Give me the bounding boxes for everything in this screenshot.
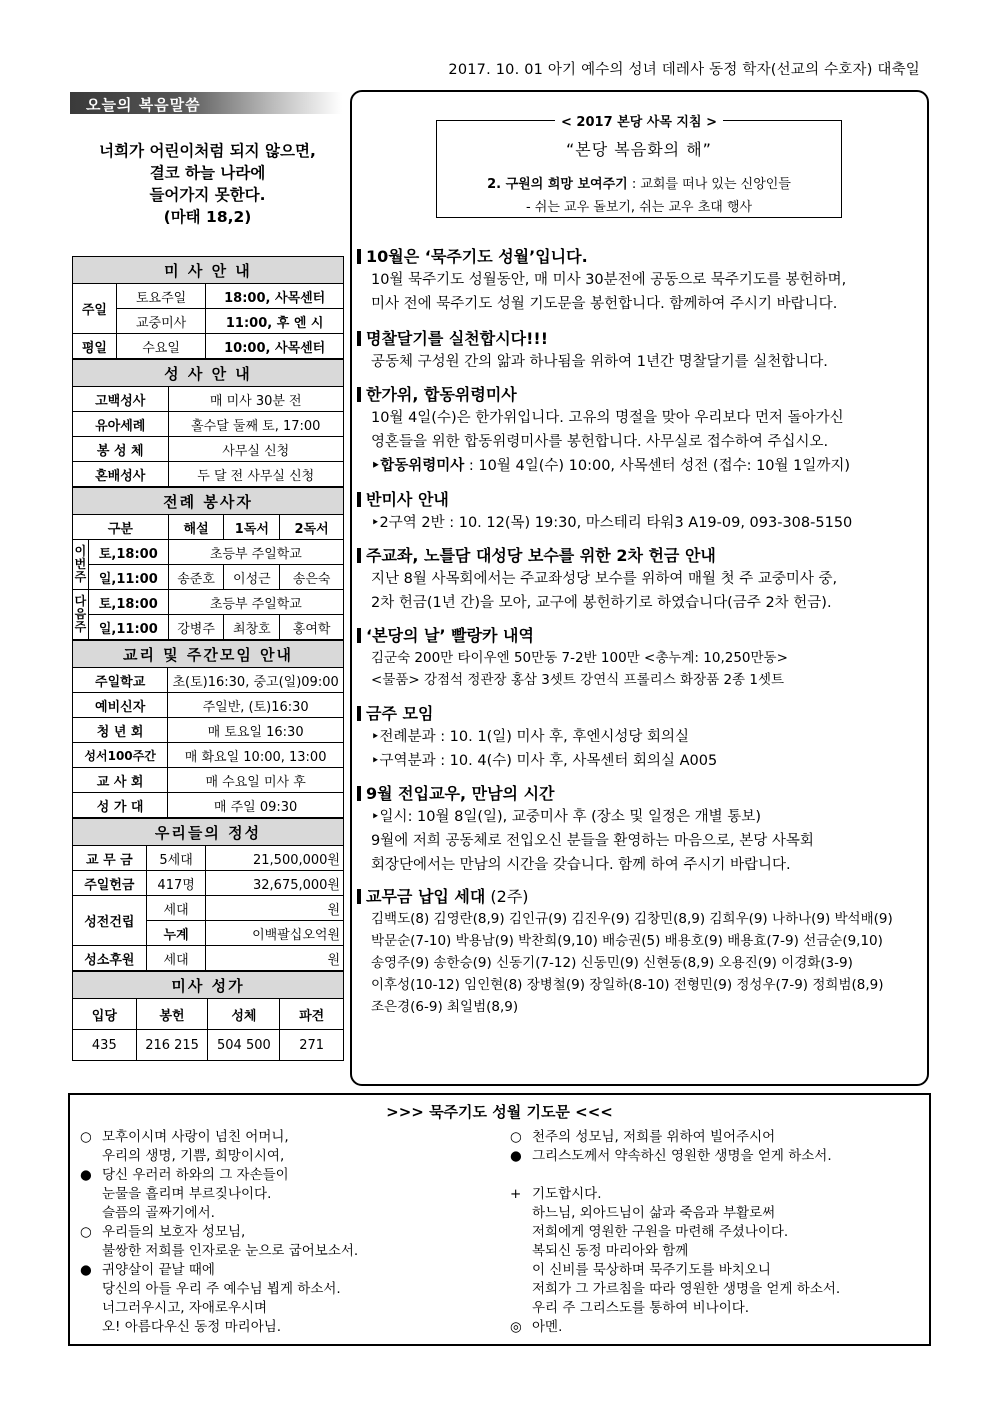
liturgy-header: 구분 [73, 515, 169, 540]
prayer-line [510, 1204, 925, 1223]
prayer-line [510, 1242, 925, 1261]
offering-count: 세대 [146, 896, 206, 921]
prayer-text: 하느님, 외아드님이 삶과 죽음과 부활로써 [532, 1205, 776, 1221]
prayer-line [80, 1147, 500, 1166]
prayer-line [80, 1128, 500, 1147]
prayer-line [80, 1280, 500, 1299]
news-title: 반미사 안내 [357, 489, 929, 511]
news-line: ‣일시: 10월 8일(일), 교중미사 후 (장소 및 일정은 개별 통보) [371, 809, 761, 825]
offering-count: 5세대 [146, 846, 206, 871]
prayer-text: 우리들의 보호자 성모님, [102, 1224, 246, 1240]
news-title: 한가위, 합동위령미사 [357, 384, 929, 406]
news-item [357, 545, 929, 615]
meeting-time: 매 주일 09:30 [168, 793, 344, 818]
pastoral-theme: “본당 복음화의 해” [566, 140, 712, 159]
mass-time: 11:00, 후 엔 시 [206, 309, 344, 334]
prayer-line [80, 1318, 500, 1337]
news-line: 공동체 구성원 간의 앎과 하나됨을 위하여 1년간 명찰달기를 실천합니다. [371, 354, 828, 370]
meeting-time: 주일반, (토)16:30 [168, 693, 344, 718]
sacrament-name: 고백성사 [73, 387, 169, 412]
news-item [357, 489, 929, 535]
meeting-name: 성 가 대 [73, 793, 168, 818]
hymn-header: 파견 [280, 999, 344, 1030]
liturgy-time: 토,18:00 [88, 540, 168, 565]
news-line: 10월 묵주기도 성월동안, 매 미사 30분전에 공동으로 묵주기도를 봉헌하며, [371, 272, 847, 288]
sacrament-name: 봉 성 체 [73, 437, 169, 462]
prayer-line [80, 1299, 500, 1318]
liturgy-commentator: 송준호 [168, 565, 224, 590]
prayer-mark: + [510, 1186, 522, 1202]
liturgy-header: 2독서 [280, 515, 344, 540]
left-column-tables [72, 256, 344, 1061]
meeting-name: 성서100주간 [73, 743, 168, 768]
meeting-name: 청 년 회 [73, 718, 168, 743]
sacrament-value: 두 달 전 사무실 신청 [168, 462, 344, 487]
prayer-mark: ● [80, 1262, 92, 1278]
prayer-text: 우리 주 그리스도를 통하여 비나이다. [532, 1300, 750, 1316]
sacrament-value: 사무실 신청 [168, 437, 344, 462]
prayer-line [510, 1299, 925, 1318]
liturgy-time: 토,18:00 [88, 590, 168, 615]
prayer-text: 오! 아름다우신 동정 마리아님. [102, 1319, 282, 1335]
mass-guide-table [72, 256, 344, 359]
news-title: ‘본당의 날’ 빨랑카 내역 [357, 625, 929, 647]
prayer-text: 저희에게 영원한 구원을 마련해 주셨나이다. [532, 1224, 789, 1240]
meeting-time: 매 화요일 10:00, 13:00 [168, 743, 344, 768]
sacrament-value: 홀수달 둘째 토, 17:00 [168, 412, 344, 437]
liturgy-time: 일,11:00 [88, 615, 168, 640]
offering-name: 주일헌금 [73, 871, 147, 896]
liturgy-reader-2: 홍여학 [280, 615, 344, 640]
hymn-number: 504 500 [208, 1030, 280, 1061]
news-line: <물품> 강점석 정관장 홍삼 3셋트 강연식 프롤리스 화장품 2종 1셋트 [371, 672, 785, 688]
news-line: ‣구역분과 : 10. 4(수) 미사 후, 사목센터 회의실 A005 [371, 753, 718, 769]
prayer-text: 너그러우시고, 자애로우시며 [102, 1300, 268, 1316]
news-item [357, 384, 929, 478]
news-line: ‣전례분과 : 10. 1(일) 미사 후, 후엔시성당 회의실 [371, 729, 690, 745]
liturgy-header: 1독서 [224, 515, 280, 540]
prayer-mark: ○ [80, 1224, 92, 1240]
news-item [357, 886, 929, 1018]
building-fund-label: 성전건립 [73, 896, 147, 946]
sacrament-name: 혼배성사 [73, 462, 169, 487]
news-line: 송영주(9) 송한승(9) 신동기(7-12) 신동민(9) 신현동(8,9) 오용진(9) 이경화(3-9) [371, 955, 853, 971]
sunday-label: 주일 [73, 284, 117, 334]
prayer-text: 슬픔의 골짜기에서. [102, 1205, 215, 1221]
prayer-line [80, 1261, 500, 1280]
news-title: 주교좌, 노틀담 대성당 보수를 위한 2차 헌금 안내 [357, 545, 929, 567]
prayer-line [80, 1223, 500, 1242]
news-sub-rest: : 10월 4일(수) 10:00, 사목센터 성전 (접수: 10월 1일까지) [464, 458, 851, 474]
this-week-label: 이번주 [73, 540, 89, 590]
pastoral-line-2: - 쉬는 교우 돌보기, 쉬는 교우 초대 행사 [525, 200, 753, 215]
news-sub-bold: ‣합동위령미사 [371, 458, 465, 474]
meeting-time: 매 토요일 16:30 [168, 718, 344, 743]
liturgy-all: 초등부 주일학교 [168, 540, 343, 565]
offering-amount: 21,500,000원 [206, 846, 344, 871]
prayer-line [510, 1185, 925, 1204]
news-title-suffix: (2주) [485, 887, 529, 906]
hymn-header: 입당 [73, 999, 137, 1030]
prayer-mark: ◎ [510, 1319, 522, 1335]
offering-amount: 원 [206, 896, 344, 921]
pastoral-guideline-box [436, 115, 842, 218]
news-line: 조은경(6-9) 최일범(8,9) [371, 999, 519, 1015]
prayer-line [510, 1223, 925, 1242]
prayer-text: 이 신비를 묵상하며 묵주기도를 바치오니 [532, 1262, 771, 1278]
prayer-text: 저희가 그 가르침을 따라 영원한 생명을 얻게 하소서. [532, 1281, 841, 1297]
offering-amount: 32,675,000원 [206, 871, 344, 896]
prayer-line [80, 1185, 500, 1204]
next-week-label: 다음주 [73, 590, 89, 640]
offering-count: 세대 [146, 946, 206, 971]
gospel-section-header [70, 92, 342, 114]
catechism-title: 교리 및 주간모임 안내 [73, 641, 344, 668]
sacrament-value: 매 미사 30분 전 [168, 387, 344, 412]
prayer-text: 복되신 동정 마리아와 함께 [532, 1243, 689, 1259]
prayer-text: 그리스도께서 약속하신 영원한 생명을 얻게 하소서. [532, 1148, 832, 1164]
mass-time: 10:00, 사목센터 [206, 334, 344, 359]
hymn-number: 216 215 [136, 1030, 208, 1061]
offering-name: 성소후원 [73, 946, 147, 971]
news-title: 명찰달기를 실천합시다!!! [357, 328, 929, 350]
prayer-text: 당신의 아들 우리 주 예수님 뵙게 하소서. [102, 1281, 341, 1297]
news-title: 10월은 ‘묵주기도 성월’입니다. [357, 246, 929, 268]
news-line: 회장단에서는 만남의 시간을 갖습니다. 함께 하여 주시기 바랍니다. [371, 857, 791, 873]
hymns-table [72, 971, 344, 1061]
news-item [357, 328, 929, 374]
prayer-text: 당신 우러러 하와의 그 자손들이 [102, 1167, 289, 1183]
news-line: 박문순(7-10) 박용남(9) 박찬희(9,10) 배승권(5) 배용호(9) 배용효(7-9) 선금순(9,10) [371, 933, 883, 949]
prayer-line [510, 1280, 925, 1299]
hymn-number: 435 [73, 1030, 137, 1061]
prayer-mark: ○ [510, 1129, 522, 1145]
prayer-text: 불쌍한 저희를 인자로운 눈으로 굽어보소서. [102, 1243, 359, 1259]
mass-name: 수요일 [116, 334, 206, 359]
news-line: 영혼들을 위한 합동위령미사를 봉헌합니다. 사무실로 접수하여 주십시오. [371, 434, 829, 450]
mass-time: 18:00, 사목센터 [206, 284, 344, 309]
offerings-table [72, 818, 344, 971]
hymns-title: 미사 성가 [73, 972, 344, 999]
news-item [357, 625, 929, 691]
news-item [357, 783, 929, 877]
sacrament-name: 유아세례 [73, 412, 169, 437]
meeting-time: 매 수요일 미사 후 [168, 768, 344, 793]
pastoral-line-1-rest: : 교회를 떠나 있는 신앙인들 [627, 177, 791, 192]
news-item [357, 246, 929, 316]
prayer-text: 아멘. [532, 1319, 563, 1335]
prayer-mark: ○ [80, 1129, 92, 1145]
meeting-name: 교 사 회 [73, 768, 168, 793]
liturgy-reader-1: 이성근 [224, 565, 280, 590]
prayer-line [510, 1261, 925, 1280]
hymn-header: 성체 [208, 999, 280, 1030]
news-title: 9월 전입교우, 만남의 시간 [357, 783, 929, 805]
prayer-text: 우리의 생명, 기쁨, 희망이시여, [102, 1148, 285, 1164]
meeting-name: 주일학교 [73, 668, 168, 693]
catechism-table [72, 640, 344, 818]
news-line: 9월에 저희 공동체로 전입오신 분들을 환영하는 마음으로, 본당 사목회 [371, 833, 814, 849]
prayer-line [510, 1128, 925, 1147]
meeting-time: 초(토)16:30, 중고(일)09:00 [168, 668, 344, 693]
liturgy-title: 전례 봉사자 [73, 488, 344, 515]
news-line: 2차 헌금(1년 간)을 모아, 교구에 봉헌하기로 하였습니다(금주 2차 헌금). [371, 595, 832, 611]
mass-name: 토요주일 [116, 284, 206, 309]
news-line: 김군숙 200만 타이우엔 50만동 7-2반 100만 <총누계: 10,250만동> [371, 650, 788, 666]
prayer-right-column [510, 1128, 925, 1337]
weekday-label: 평일 [73, 334, 117, 359]
news-line: 김백도(8) 김영란(8,9) 김인규(9) 김진우(9) 김창민(8,9) 김희우(9) 나하나(9) 박석배(9) [371, 911, 893, 927]
news-line: 지난 8월 사목회에서는 주교좌성당 보수를 위하여 매월 첫 주 교중미사 중, [371, 571, 838, 587]
prayer-text: 귀양살이 끝날 때에 [102, 1262, 215, 1278]
offering-count: 누계 [146, 921, 206, 946]
gospel-text [70, 140, 345, 228]
prayer-left-column [80, 1128, 500, 1337]
news-title: 금주 모임 [357, 703, 929, 725]
news-line: 미사 전에 묵주기도 성월 기도문을 봉헌합니다. 함께하여 주시기 바랍니다. [371, 296, 838, 312]
liturgy-header: 해설 [168, 515, 224, 540]
offerings-title: 우리들의 정성 [73, 819, 344, 846]
liturgy-table [72, 487, 344, 640]
news-line: ‣2구역 2반 : 10. 12(목) 19:30, 마스테리 타워3 A19-09, 093-308-5150 [371, 515, 853, 531]
liturgy-reader-2: 송은숙 [280, 565, 344, 590]
prayer-text: 천주의 성모님, 저희를 위하여 빌어주시어 [532, 1129, 776, 1145]
pastoral-title: < 2017 본당 사목 지침 > [555, 115, 723, 130]
offering-count: 417명 [146, 871, 206, 896]
prayer-line [80, 1242, 500, 1261]
gospel-line: 들어가지 못한다. [149, 186, 266, 204]
offering-name: 교 무 금 [73, 846, 147, 871]
meeting-name: 예비신자 [73, 693, 168, 718]
news-item [357, 703, 929, 773]
hymn-number: 271 [280, 1030, 344, 1061]
prayer-text: 기도합시다. [532, 1186, 602, 1202]
news-title: 교무금 납입 세대 [366, 887, 486, 906]
news-line [357, 454, 929, 478]
pastoral-line-1 [437, 173, 841, 192]
hymn-header: 봉헌 [136, 999, 208, 1030]
prayer-text: 모후이시며 사랑이 넘친 어머니, [102, 1129, 289, 1145]
sacrament-table [72, 359, 344, 487]
gospel-line: 결코 하늘 나라에 [149, 164, 266, 182]
gospel-line: 너희가 어린이처럼 되지 않으면, [99, 142, 316, 160]
prayer-title: >>> 묵주기도 성월 기도문 <<< [386, 1103, 613, 1121]
news-line: 10월 4일(수)은 한가위입니다. 고유의 명절을 맞아 우리보다 먼저 돌아가신 [371, 410, 844, 426]
offering-amount: 이백팔십오억원 [206, 921, 344, 946]
prayer-line [510, 1166, 925, 1185]
liturgy-all: 초등부 주일학교 [168, 590, 343, 615]
news-line: 이후성(10-12) 임인현(8) 장병철(9) 장일하(8-10) 전형민(9) 정성우(7-9) 정희범(8,9) [371, 977, 884, 993]
prayer-line [80, 1166, 500, 1185]
liturgy-commentator: 강병주 [168, 615, 224, 640]
mass-guide-title: 미 사 안 내 [73, 257, 344, 284]
sacrament-title: 성 사 안 내 [73, 360, 344, 387]
date-line: 2017. 10. 01 아기 예수의 성녀 데레사 동정 학자(선교의 수호자) 대축일 [448, 62, 920, 78]
gospel-reference: (마태 18,2) [163, 208, 252, 226]
prayer-line [510, 1318, 925, 1337]
prayer-mark: ● [80, 1167, 92, 1183]
prayer-line [80, 1204, 500, 1223]
prayer-text: 눈물을 흘리며 부르짖나이다. [102, 1186, 272, 1202]
news-title-row [357, 886, 929, 908]
liturgy-reader-1: 최창호 [224, 615, 280, 640]
prayer-mark: ● [510, 1148, 522, 1164]
offering-amount: 원 [206, 946, 344, 971]
gospel-header-label: 오늘의 복음말씀 [86, 96, 201, 114]
prayer-line [510, 1147, 925, 1166]
liturgy-time: 일,11:00 [88, 565, 168, 590]
pastoral-line-1-bold: 2. 구원의 희망 보여주기 [487, 177, 628, 192]
mass-name: 교중미사 [116, 309, 206, 334]
